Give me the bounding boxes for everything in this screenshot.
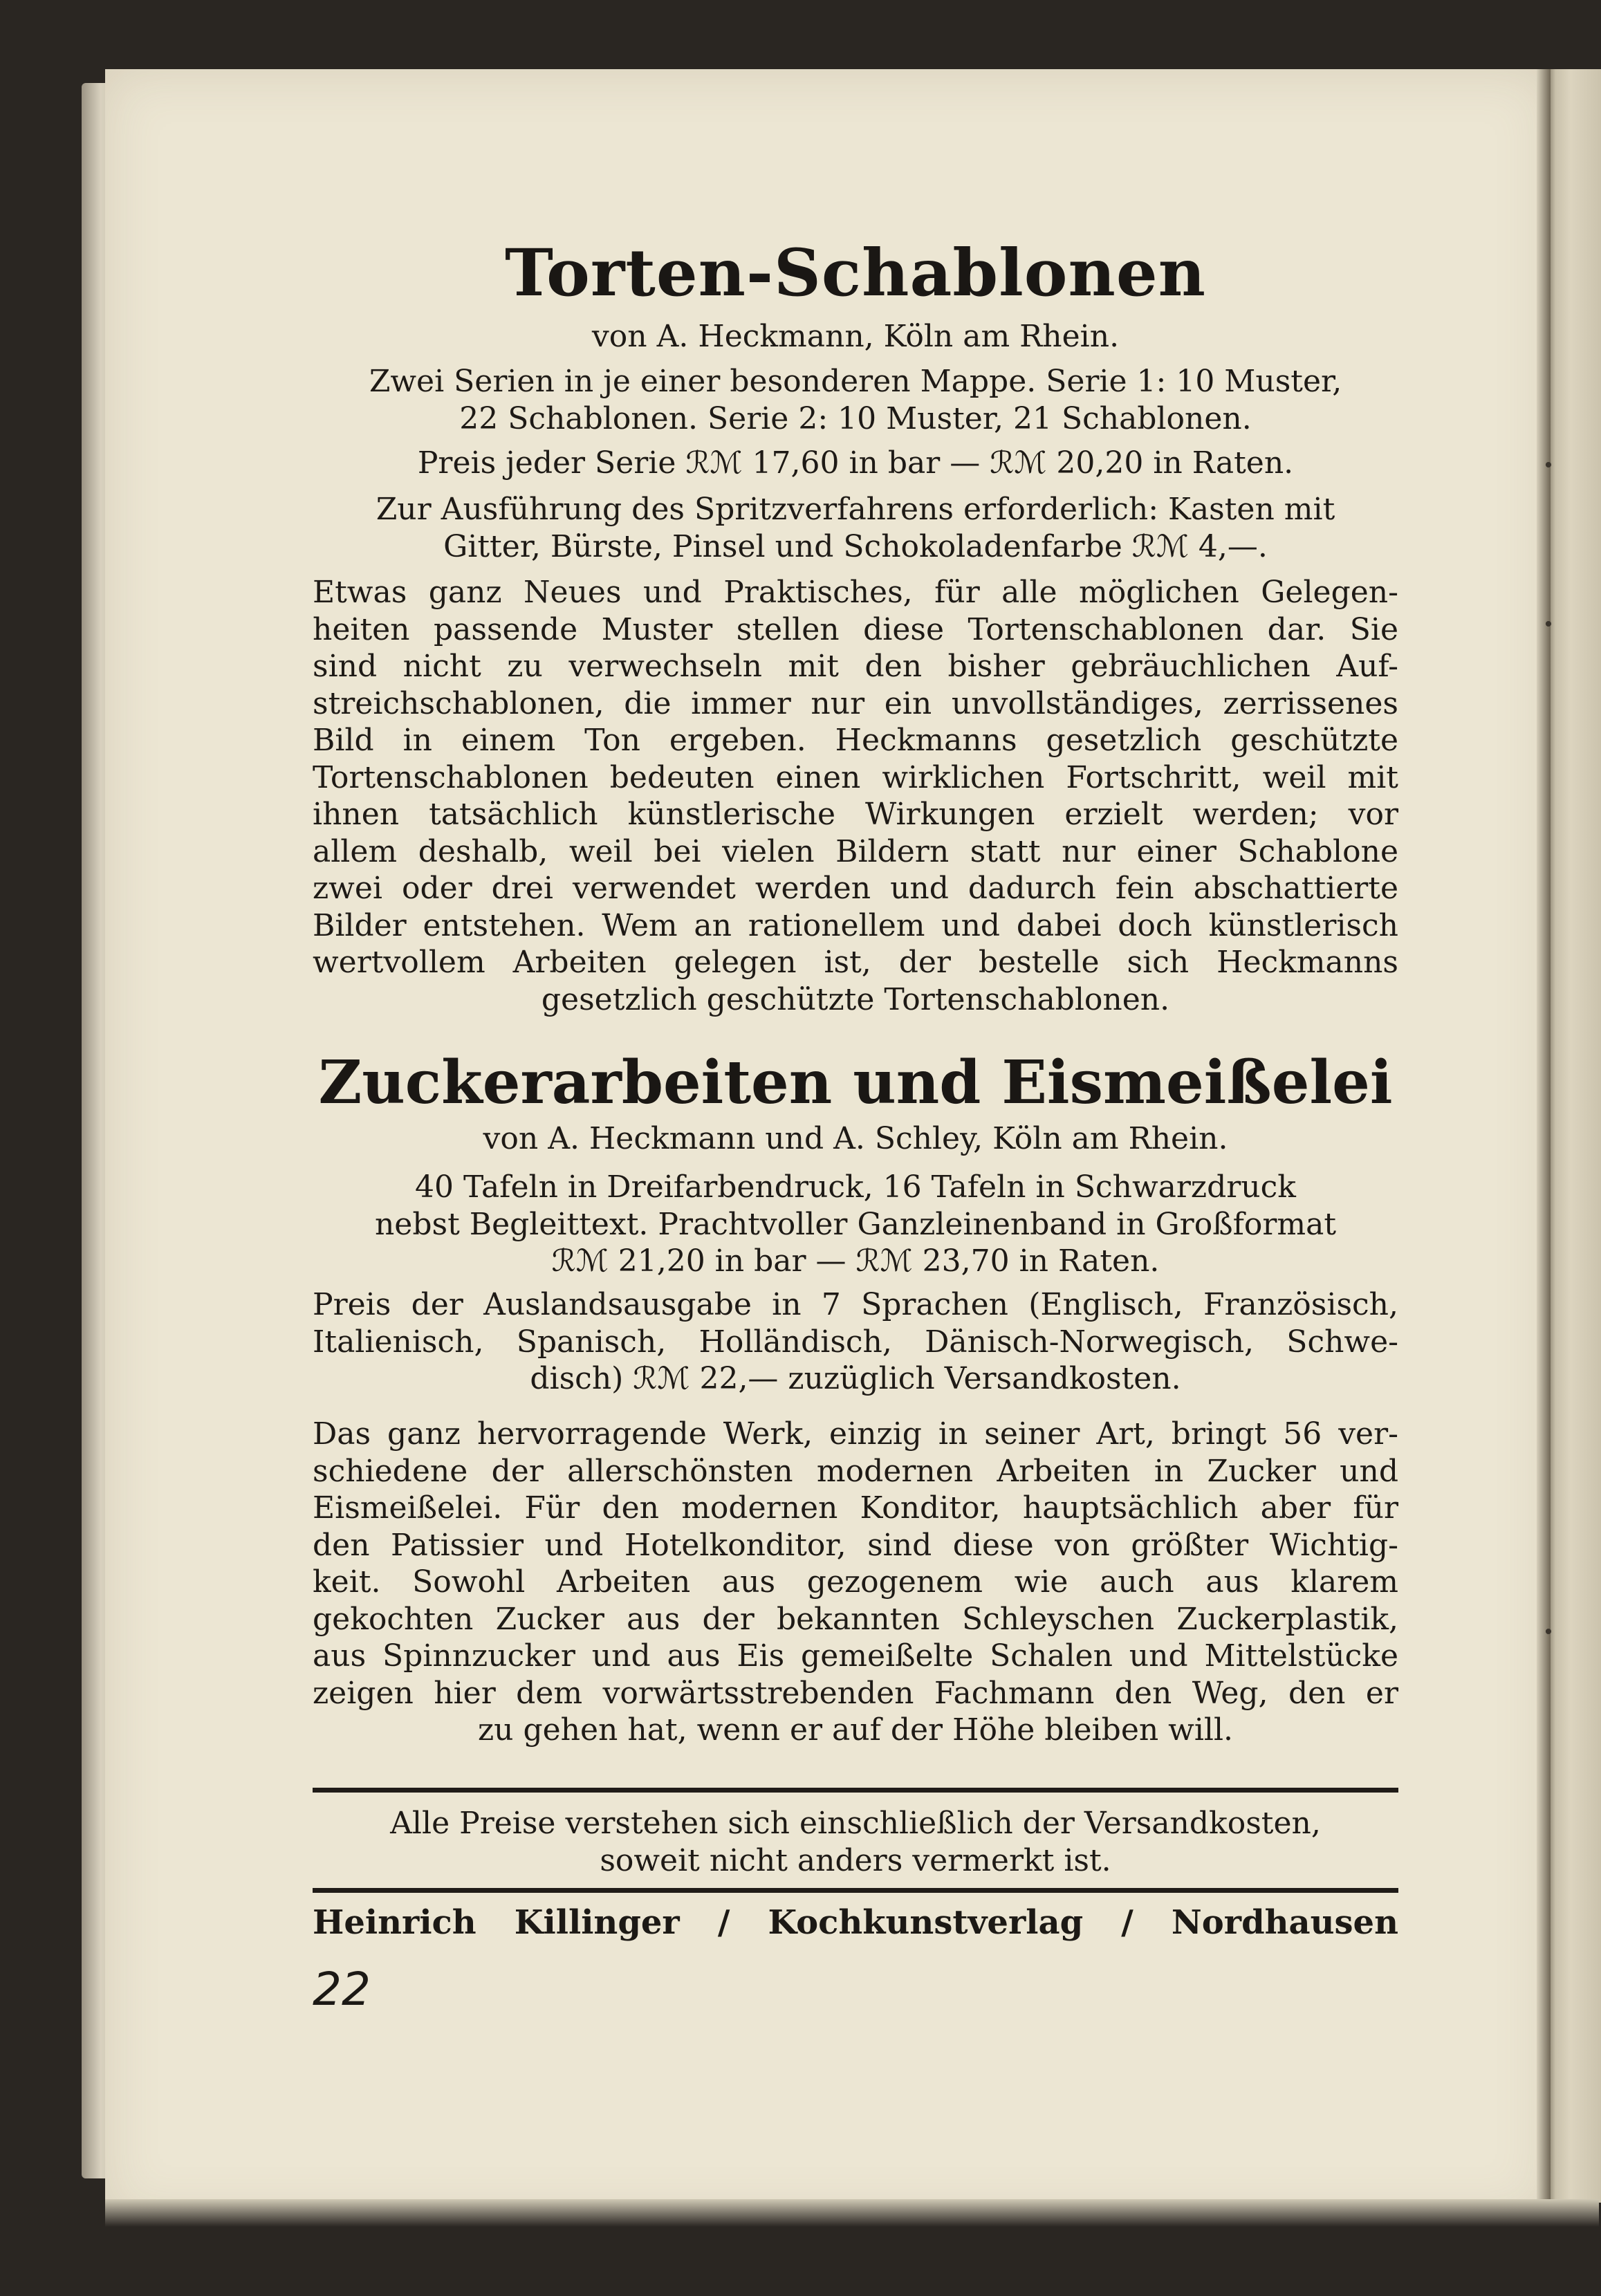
intro-line: ℛℳ 21,20 in bar — ℛℳ 23,70 in Raten.: [551, 1243, 1160, 1279]
body-line: zeigen hier dem vorwärtsstrebenden Fachmann den Weg, den er: [313, 1675, 1398, 1711]
body-line: zwei oder drei verwendet werden und dadurch fein abschattierte: [313, 871, 1398, 906]
notice-rule-bottom: [313, 1888, 1398, 1893]
body-line: Tortenschablonen bedeuten einen wirklichen Fortschritt, weil mit: [313, 759, 1398, 795]
margin-dot: [1546, 621, 1551, 627]
notice-line: soweit nicht anders vermerkt ist.: [600, 1842, 1111, 1878]
price-line: Preis jeder Serie ℛℳ 17,60 in bar — ℛℳ 20,20 in Raten.: [417, 445, 1294, 481]
section-title-zuckerarbeiten: Zuckerarbeiten und Eismeißelei: [318, 1048, 1393, 1118]
section2-byline: [313, 1120, 1398, 1158]
body-line: heiten passende Muster stellen diese Tortenschablonen dar. Sie: [313, 611, 1398, 647]
foreign-line: Preis der Auslandsausgabe in 7 Sprachen (Englisch, Französisch,: [313, 1287, 1398, 1322]
section2-intro: [313, 1169, 1398, 1280]
price-notice: [313, 1805, 1398, 1879]
body-line: Bild in einem Ton ergeben. Heckmanns gesetzlich geschützte: [313, 723, 1398, 758]
section1-accessories: [313, 491, 1398, 565]
body-line: aus Spinnzucker und aus Eis gemeißelte Schalen und Mittelstücke: [313, 1638, 1398, 1674]
body-line: keit. Sowohl Arbeiten aus gezogenem wie auch aus klarem: [313, 1564, 1398, 1600]
notice-rule-top: [313, 1788, 1398, 1793]
book-gutter: [1537, 69, 1551, 2220]
body-line: sind nicht zu verwechseln mit den bisher gebräuchlichen Auf-: [313, 649, 1398, 684]
body-line: gesetzlich geschützte Tortenschablonen.: [541, 981, 1170, 1017]
margin-dot: [1546, 462, 1551, 467]
section-title-torten-schablonen: Torten-Schablonen: [505, 235, 1206, 311]
foreign-line: Italienisch, Spanisch, Holländisch, Dänisch-Norwegisch, Schwe-: [313, 1324, 1398, 1360]
body-line: Etwas ganz Neues und Praktisches, für alle möglichen Gelegen-: [313, 575, 1398, 610]
intro-line: 40 Tafeln in Dreifarbendruck, 16 Tafeln in Schwarzdruck: [415, 1169, 1296, 1205]
byline-text: von A. Heckmann und A. Schley, Köln am Rhein.: [483, 1121, 1228, 1156]
notice-line: Alle Preise verstehen sich einschließlich der Versandkosten,: [390, 1806, 1321, 1841]
section1-price: [313, 445, 1398, 482]
section1-intro: [313, 363, 1398, 437]
intro-line: 22 Schablonen. Serie 2: 10 Muster, 21 Schablonen.: [459, 400, 1252, 436]
section2-foreign-edition: [313, 1286, 1398, 1398]
next-page-edge: [1546, 69, 1601, 2203]
body-line: Bilder entstehen. Wem an rationellem und dabei doch künstlerisch: [313, 907, 1398, 943]
accessory-line: Zur Ausführung des Spritzverfahrens erforderlich: Kasten mit: [376, 492, 1335, 527]
page-bottom-shadow: [105, 2199, 1599, 2227]
body-line: streichschablonen, die immer nur ein unvollständiges, zerrissenes: [313, 685, 1398, 721]
body-line: Das ganz hervorragende Werk, einzig in seiner Art, bringt 56 ver-: [313, 1416, 1398, 1452]
publisher-line: Heinrich Killinger / Kochkunstverlag / Nordhausen: [313, 1903, 1398, 1942]
margin-dot: [1546, 1629, 1551, 1634]
section2-body: [313, 1416, 1398, 1749]
body-line: gekochten Zucker aus der bekannten Schleyschen Zuckerplastik,: [313, 1601, 1398, 1637]
body-line: den Patissier und Hotelkonditor, sind diese von größter Wichtig-: [313, 1527, 1398, 1563]
body-line: schiedene der allerschönsten modernen Arbeiten in Zucker und: [313, 1453, 1398, 1489]
page-number: 22: [313, 1963, 371, 2016]
body-line: zu gehen hat, wenn er auf der Höhe bleiben will.: [477, 1712, 1234, 1748]
accessory-line: Gitter, Bürste, Pinsel und Schokoladenfarbe ℛℳ 4,—.: [443, 528, 1268, 564]
body-line: allem deshalb, weil bei vielen Bildern statt nur einer Schablone: [313, 833, 1398, 869]
section1-byline: [313, 318, 1398, 355]
byline-text: von A. Heckmann, Köln am Rhein.: [591, 319, 1120, 354]
body-line: ihnen tatsächlich künstlerische Wirkungen erzielt werden; vor: [313, 797, 1398, 832]
body-line: wertvollem Arbeiten gelegen ist, der bestelle sich Heckmanns: [313, 945, 1398, 980]
foreign-line: disch) ℛℳ 22,— zuzüglich Versandkosten.: [530, 1361, 1181, 1396]
intro-line: Zwei Serien in je einer besonderen Mappe. Serie 1: 10 Muster,: [369, 364, 1342, 399]
body-line: Eismeißelei. Für den modernen Konditor, hauptsächlich aber für: [313, 1490, 1398, 1526]
intro-line: nebst Begleittext. Prachtvoller Ganzleinenband in Großformat: [374, 1206, 1337, 1242]
section1-body: [313, 574, 1398, 1018]
